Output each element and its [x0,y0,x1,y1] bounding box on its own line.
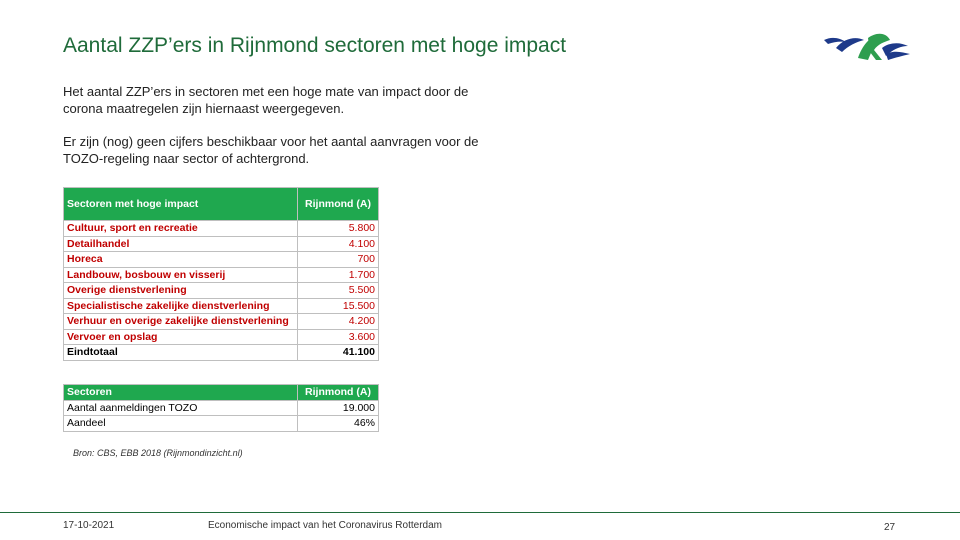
sector-label: Landbouw, bosbouw en visserij [64,267,298,283]
sector-label: Overige dienstverlening [64,283,298,299]
table-row [64,416,379,432]
table-row [64,252,379,268]
table-total-row [64,345,379,361]
footer-divider [0,512,960,513]
header-cell-rijnmond: Rijnmond (A) [298,188,379,221]
row-value: 19.000 [298,400,379,416]
sector-label: Horeca [64,252,298,268]
table-row [64,329,379,345]
intro-paragraph: Het aantal ZZP’ers in sectoren met een hoge mate van impact door de corona maatregelen zijn hiernaast weergegeven. [63,84,469,116]
sector-label: Cultuur, sport en recreatie [64,221,298,237]
total-value: 41.100 [298,345,379,361]
sector-label: Specialistische zakelijke dienstverlening [64,298,298,314]
table-header-row [64,188,379,221]
total-label: Eindtotaal [64,345,298,361]
rijnmond-logo [822,28,912,66]
sector-value: 5.800 [298,221,379,237]
impact-sectors-table [63,187,379,361]
slide-title: Aantal ZZP’ers in Rijnmond sectoren met hoge impact [63,34,567,57]
row-label: Aandeel [64,416,298,432]
sector-label: Verhuur en overige zakelijke dienstverlening [64,314,298,330]
table-row [64,221,379,237]
table-row [64,236,379,252]
sector-label: Detailhandel [64,236,298,252]
table-row [64,400,379,416]
table-row [64,283,379,299]
tozo-paragraph: Er zijn (nog) geen cijfers beschikbaar voor het aantal aanvragen voor de TOZO-regeling naar sector of achtergrond. [63,134,479,166]
header-cell-sector: Sectoren met hoge impact [64,188,298,221]
sector-value: 4.100 [298,236,379,252]
tozo-table [63,384,379,432]
footer-title: Economische impact van het Coronavirus Rotterdam [208,520,442,531]
footer-date: 17-10-2021 [63,520,115,531]
table-header-row [64,385,379,401]
row-value: 46% [298,416,379,432]
sector-value: 3.600 [298,329,379,345]
sector-value: 4.200 [298,314,379,330]
row-label: Aantal aanmeldingen TOZO [64,400,298,416]
table-row [64,314,379,330]
sector-value: 700 [298,252,379,268]
table-row [64,298,379,314]
source-note: Bron: CBS, EBB 2018 (Rijnmondinzicht.nl) [73,448,243,458]
sector-value: 1.700 [298,267,379,283]
sector-label: Vervoer en opslag [64,329,298,345]
page-number: 27 [884,522,896,533]
sector-value: 15.500 [298,298,379,314]
sector-value: 5.500 [298,283,379,299]
header-cell-rijnmond: Rijnmond (A) [298,385,379,401]
table-row [64,267,379,283]
header-cell-sector: Sectoren [64,385,298,401]
